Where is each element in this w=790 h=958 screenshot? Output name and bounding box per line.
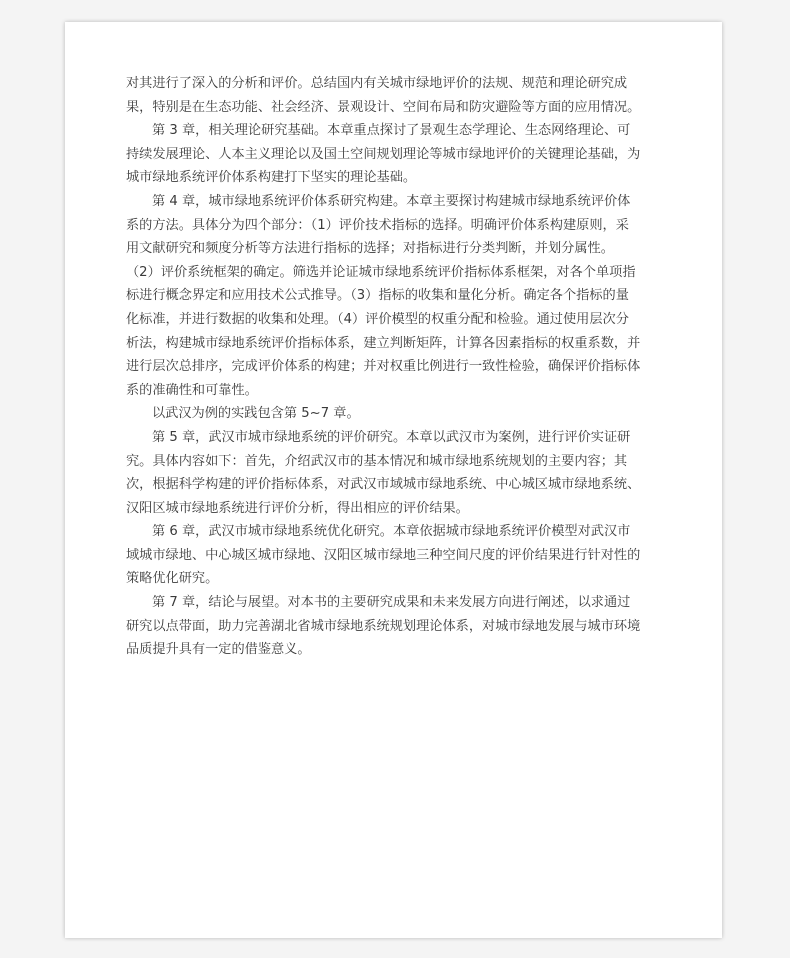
text-line: 标进行概念界定和应用技术公式推导。（3）指标的收集和量化分析。确定各个指标的量: [126, 288, 629, 304]
document-page: [65, 22, 722, 938]
text-line: 品质提升具有一定的借鉴意义。: [126, 642, 311, 658]
text-line: 究。具体内容如下：首先，介绍武汉市的基本情况和城市绿地系统规划的主要内容；其: [126, 453, 628, 469]
text-line: 城市绿地系统评价体系构建打下坚实的理论基础。: [126, 170, 417, 186]
text-line: （2）评价系统框架的确定。筛选并论证城市绿地系统评价指标体系框架，对各个单项指: [126, 264, 636, 280]
paragraph: [126, 119, 641, 190]
text-line: 化标准，并进行数据的收集和处理。（4）评价模型的权重分配和检验。通过使用层次分: [126, 311, 629, 327]
text-line: 用文献研究和频度分析等方法进行指标的选择；对指标进行分类判断，并划分属性。: [126, 241, 614, 257]
text-line: 策略优化研究。: [126, 571, 219, 587]
text-line: 对其进行了深入的分析和评价。总结国内有关城市绿地评价的法规、规范和理论研究成: [126, 76, 628, 91]
text-line: 持续发展理论、人本主义理论以及国土空间规划理论等城市绿地评价的关键理论基础，为: [126, 146, 641, 162]
text-line: 第 3 章，相关理论研究基础。本章重点探讨了景观生态学理论、生态网络理论、可: [152, 123, 631, 139]
text-line: 进行层次总排序，完成评价体系的构建；并对权重比例进行一致性检验，确保评价指标体: [126, 359, 641, 375]
paragraph: [126, 426, 641, 520]
body-text: [126, 72, 641, 662]
paragraph: [126, 190, 641, 402]
text-line: 系的准确性和可靠性。: [126, 382, 258, 398]
text-line: 次，根据科学构建的评价指标体系，对武汉市域城市绿地系统、中心城区城市绿地系统、: [126, 477, 641, 493]
text-line: 系的方法。具体分为四个部分：（1）评价技术指标的选择。明确评价体系构建原则，采: [126, 217, 629, 233]
text-line: 第 4 章，城市绿地系统评价体系研究构建。本章主要探讨构建城市绿地系统评价体: [152, 193, 631, 209]
text-line: 汉阳区城市绿地系统进行评价分析，得出相应的评价结果。: [126, 500, 469, 516]
paragraph: [126, 72, 641, 119]
text-line: 第 5 章，武汉市城市绿地系统的评价研究。本章以武汉市为案例，进行评价实证研: [152, 429, 631, 445]
text-line: 第 7 章，结论与展望。对本书的主要研究成果和未来发展方向进行阐述，以求通过: [152, 595, 631, 611]
paragraph: [126, 402, 611, 426]
text-line: 研究以点带面，助力完善湖北省城市绿地系统规划理论体系，对城市绿地发展与城市环境: [126, 618, 641, 634]
text-line: 域城市绿地、中心城区城市绿地、汉阳区城市绿地三种空间尺度的评价结果进行针对性的: [126, 547, 641, 563]
paragraph: [126, 520, 641, 591]
text-line: 果，特别是在生态功能、社会经济、景观设计、空间布局和防灾避险等方面的应用情况。: [126, 99, 641, 115]
text-line: 析法，构建城市绿地系统评价指标体系，建立判断矩阵，计算各因素指标的权重系数，并: [126, 335, 641, 351]
paragraph: [126, 591, 641, 662]
text-line: 第 6 章，武汉市城市绿地系统优化研究。本章依据城市绿地系统评价模型对武汉市: [152, 524, 631, 540]
text-line: 以武汉为例的实践包含第 5~7 章。: [152, 406, 360, 422]
